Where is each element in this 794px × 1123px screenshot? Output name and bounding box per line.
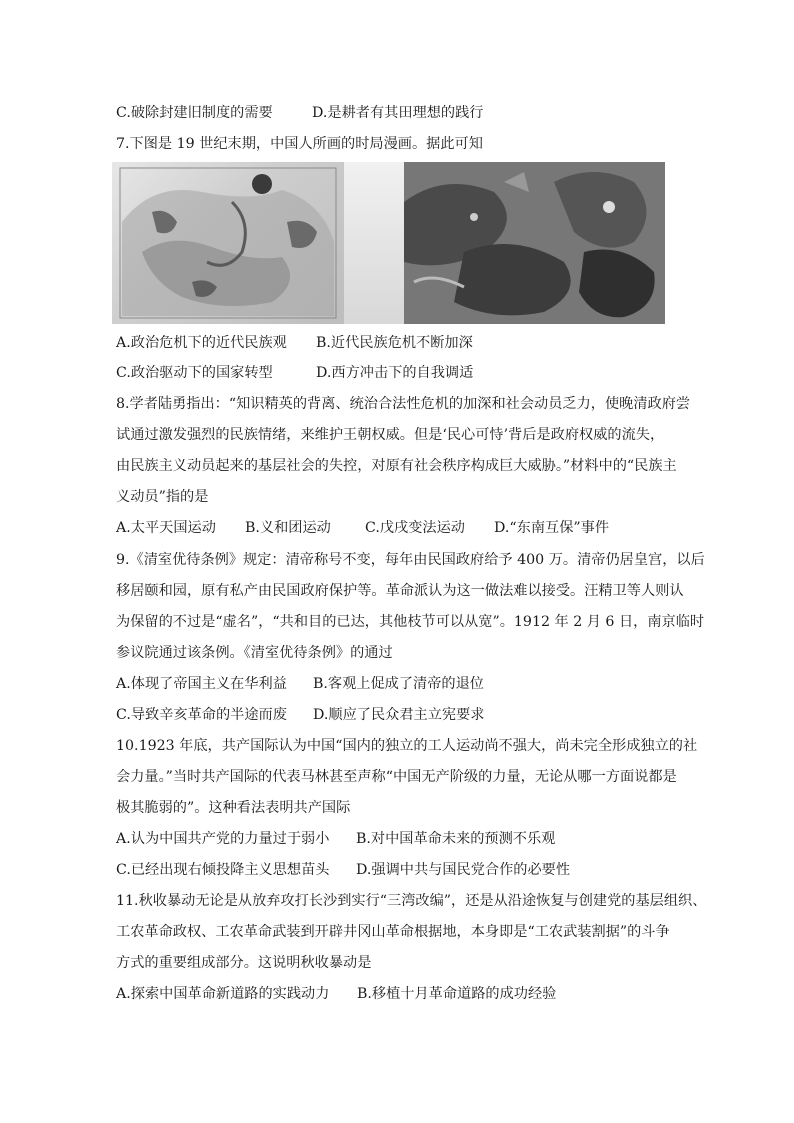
q10-line-2: 会力量。”当时共产国际的代表马林甚至声称“中国无产阶级的力量，无论从哪一方面说都是 bbox=[116, 769, 677, 785]
q9-line-4: 参议院通过该条例。《清室优待条例》的通过 bbox=[116, 645, 393, 661]
q8-option-c: C.戊戌变法运动 bbox=[365, 520, 465, 536]
q10-line-3: 极其脆弱的”。这种看法表明共产国际 bbox=[116, 800, 351, 816]
q8-line-4: 义动员”指的是 bbox=[116, 489, 209, 505]
q9-option-d: D.顺应了民众君主立宪要求 bbox=[313, 707, 485, 723]
q11-option-a: A.探索中国革命新道路的实践动力 bbox=[116, 986, 330, 1002]
cartoon-animals-panel bbox=[404, 162, 665, 324]
q9-line-3: 为保留的不过是“虚名”，“共和目的已达，其他枝节可以从宽”。1912 年 2 月 6 日，南京临时 bbox=[116, 614, 705, 630]
q9-option-b: B.客观上促成了清帝的退位 bbox=[313, 676, 484, 692]
q9-line-2: 移居颐和园，原有私产由民国政府保护等。革命派认为这一做法难以接受。汪精卫等人则认 bbox=[116, 583, 684, 599]
q7-stem: 7.下图是 19 世纪末期，中国人所画的时局漫画。据此可知 bbox=[116, 136, 483, 152]
q9-line-1: 9.《清室优待条例》规定：清帝称号不变，每年由民国政府给予 400 万。清帝仍居皇宫，以后 bbox=[116, 552, 705, 568]
q7-option-d: D.西方冲击下的自我调适 bbox=[316, 365, 474, 381]
cartoon-map-panel bbox=[112, 162, 344, 324]
cartoon-figure bbox=[112, 162, 665, 324]
q10-line-1: 10.1923 年底，共产国际认为中国“国内的独立的工人运动尚不强大，尚未完全形成独立的社 bbox=[116, 738, 698, 754]
q11-line-3: 方式的重要组成部分。这说明秋收暴动是 bbox=[116, 955, 372, 971]
q9-option-a: A.体现了帝国主义在华利益 bbox=[116, 676, 287, 692]
q8-line-2: 试通过激发强烈的民族情绪，来维护王朝权威。但是‘民心可恃’背后是政府权威的流失， bbox=[116, 427, 665, 443]
q8-option-a: A.太平天国运动 bbox=[116, 520, 216, 536]
q11-line-2: 工农革命政权、工农革命武装到开辟井冈山革命根据地，本身即是“工农武装割据”的斗争 bbox=[116, 924, 670, 940]
q7-option-a: A.政治危机下的近代民族观 bbox=[116, 335, 287, 351]
q8-option-d: D.“东南互保”事件 bbox=[494, 520, 610, 536]
q11-option-b: B.移植十月革命道路的成功经验 bbox=[357, 986, 557, 1002]
q10-option-b: B.对中国革命未来的预测不乐观 bbox=[356, 831, 556, 847]
q10-option-a: A.认为中国共产党的力量过于弱小 bbox=[116, 831, 330, 847]
q7-option-b: B.近代民族危机不断加深 bbox=[316, 335, 473, 351]
q8-line-1: 8.学者陆勇指出：“知识精英的背离、统治合法性危机的加深和社会动员乏力，使晚清政府尝 bbox=[116, 396, 691, 412]
cartoon-blank-panel bbox=[344, 162, 404, 324]
q7-option-c: C.政治驱动下的国家转型 bbox=[116, 365, 273, 381]
q6-option-c: C.破除封建旧制度的需要 bbox=[116, 105, 273, 121]
q8-option-b: B.义和团运动 bbox=[245, 520, 331, 536]
q9-option-c: C.导致辛亥革命的半途而废 bbox=[116, 707, 287, 723]
q10-option-c: C.已经出现右倾投降主义思想苗头 bbox=[116, 862, 330, 878]
q11-line-1: 11.秋收暴动无论是从放弃攻打长沙到实行“三湾改编”，还是从沿途恢复与创建党的基层组织、 bbox=[116, 893, 707, 909]
q10-option-d: D.强调中共与国民党合作的必要性 bbox=[356, 862, 571, 878]
q6-option-d: D.是耕者有其田理想的践行 bbox=[312, 105, 484, 121]
q8-line-3: 由民族主义动员起来的基层社会的失控，对原有社会秩序构成巨大威胁。”材料中的“民族主 bbox=[116, 458, 677, 474]
